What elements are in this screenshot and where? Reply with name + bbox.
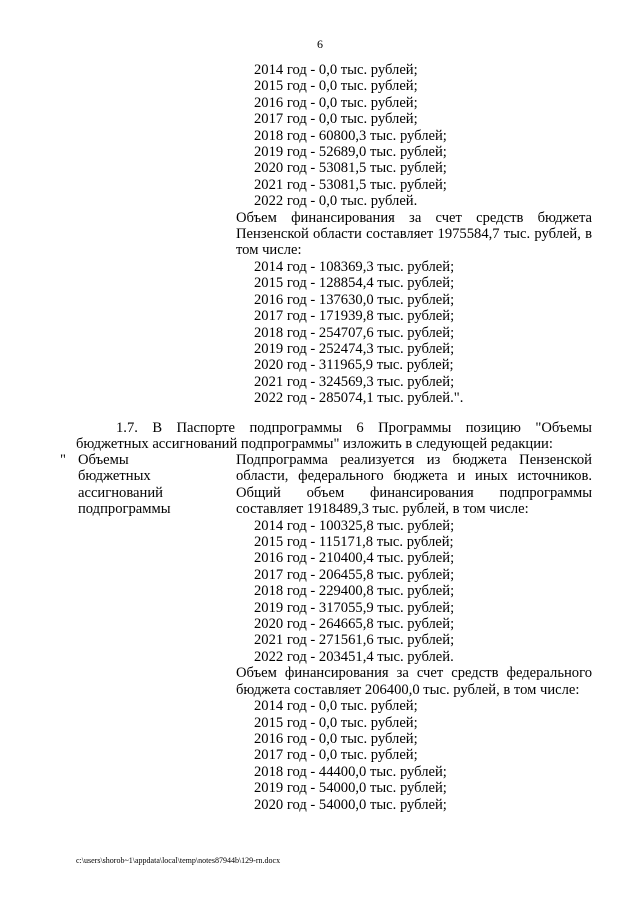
intro-text: Подпрограмма реализуется из бюджета Пензенской области, федерального бюджета и иных источников. Общий объем финансирования подпрограммы составляет 1918489,3 тыс. рублей, в том числе:	[236, 452, 592, 518]
year-line: 2016 год - 210400,4 тыс. рублей;	[254, 550, 455, 567]
year-line: 2016 год - 0,0 тыс. рублей;	[254, 730, 418, 747]
year-line: 2019 год - 52689,0 тыс. рублей;	[254, 144, 447, 161]
year-line: 2017 год - 0,0 тыс. рублей;	[254, 747, 418, 764]
year-line: 2014 год - 0,0 тыс. рублей;	[254, 62, 418, 78]
year-line: 2018 год - 229400,8 тыс. рублей;	[254, 583, 455, 600]
year-line: 2022 год - 203451,4 тыс. рублей.	[254, 648, 454, 665]
amendment-paragraph	[76, 420, 592, 453]
file-path-footer: c:\users\shorob~1\appdata\local\temp\notes87944b\129-rn.docx	[76, 856, 281, 865]
year-line: 2016 год - 137630,0 тыс. рублей;	[254, 291, 455, 308]
year-line: 2021 год - 271561,6 тыс. рублей;	[254, 632, 455, 649]
position-label-line: подпрограммы	[78, 501, 171, 518]
year-line: 2018 год - 60800,3 тыс. рублей;	[254, 127, 447, 144]
position-label-line: Объемы	[78, 452, 129, 468]
year-line: 2015 год - 0,0 тыс. рублей;	[254, 714, 418, 731]
year-line: 2021 год - 53081,5 тыс. рублей;	[254, 176, 447, 193]
year-line: 2020 год - 264665,8 тыс. рублей;	[254, 616, 455, 633]
year-line: 2020 год - 311965,9 тыс. рублей;	[254, 357, 454, 374]
federal-budget-text: Объем финансирования за счет средств федерального бюджета составляет 206400,0 тыс. рублей, в том числе:	[236, 665, 592, 698]
year-line: 2015 год - 0,0 тыс. рублей;	[254, 78, 418, 95]
year-line: 2019 год - 252474,3 тыс. рублей;	[254, 340, 455, 357]
year-line: 2022 год - 0,0 тыс. рублей.	[254, 193, 418, 210]
position-label-line: ассигнований	[78, 484, 163, 501]
year-line: 2019 год - 54000,0 тыс. рублей;	[254, 780, 447, 797]
year-line: 2014 год - 100325,8 тыс. рублей;	[254, 517, 455, 534]
year-line: 2020 год - 53081,5 тыс. рублей;	[254, 160, 447, 177]
year-line: 2015 год - 128854,4 тыс. рублей;	[254, 275, 455, 292]
year-line: 2014 год - 108369,3 тыс. рублей;	[254, 258, 455, 275]
amendment-text: 1.7. В Паспорте подпрограммы 6 Программы позицию "Объемы бюджетных ассигнований подпрограммы" изложить в следующей редакции:	[76, 420, 592, 453]
regional-budget-text: Объем финансирования за счет средств бюджета Пензенской области составляет 1975584,7 тыс. рублей, в том числе:	[236, 209, 592, 259]
position-label	[78, 452, 228, 518]
financing-continuation-block	[236, 62, 592, 407]
year-line: 2019 год - 317055,9 тыс. рублей;	[254, 599, 455, 616]
opening-quote: "	[60, 452, 66, 468]
year-line: 2021 год - 324569,3 тыс. рублей;	[254, 373, 455, 390]
year-line: 2018 год - 254707,6 тыс. рублей;	[254, 324, 455, 341]
year-line: 2014 год - 0,0 тыс. рублей;	[254, 698, 418, 715]
year-line: 2017 год - 171939,8 тыс. рублей;	[254, 308, 455, 325]
year-line: 2020 год - 54000,0 тыс. рублей;	[254, 796, 447, 813]
year-line: 2022 год - 285074,1 тыс. рублей.".	[254, 390, 464, 407]
position-content	[236, 452, 592, 813]
year-line: 2015 год - 115171,8 тыс. рублей;	[254, 534, 454, 551]
year-line: 2016 год - 0,0 тыс. рублей;	[254, 94, 418, 111]
year-line: 2018 год - 44400,0 тыс. рублей;	[254, 763, 447, 780]
year-line: 2017 год - 0,0 тыс. рублей;	[254, 111, 418, 128]
year-line: 2017 год - 206455,8 тыс. рублей;	[254, 566, 455, 583]
page-number: 6	[317, 37, 323, 51]
position-label-line: бюджетных	[78, 468, 151, 485]
